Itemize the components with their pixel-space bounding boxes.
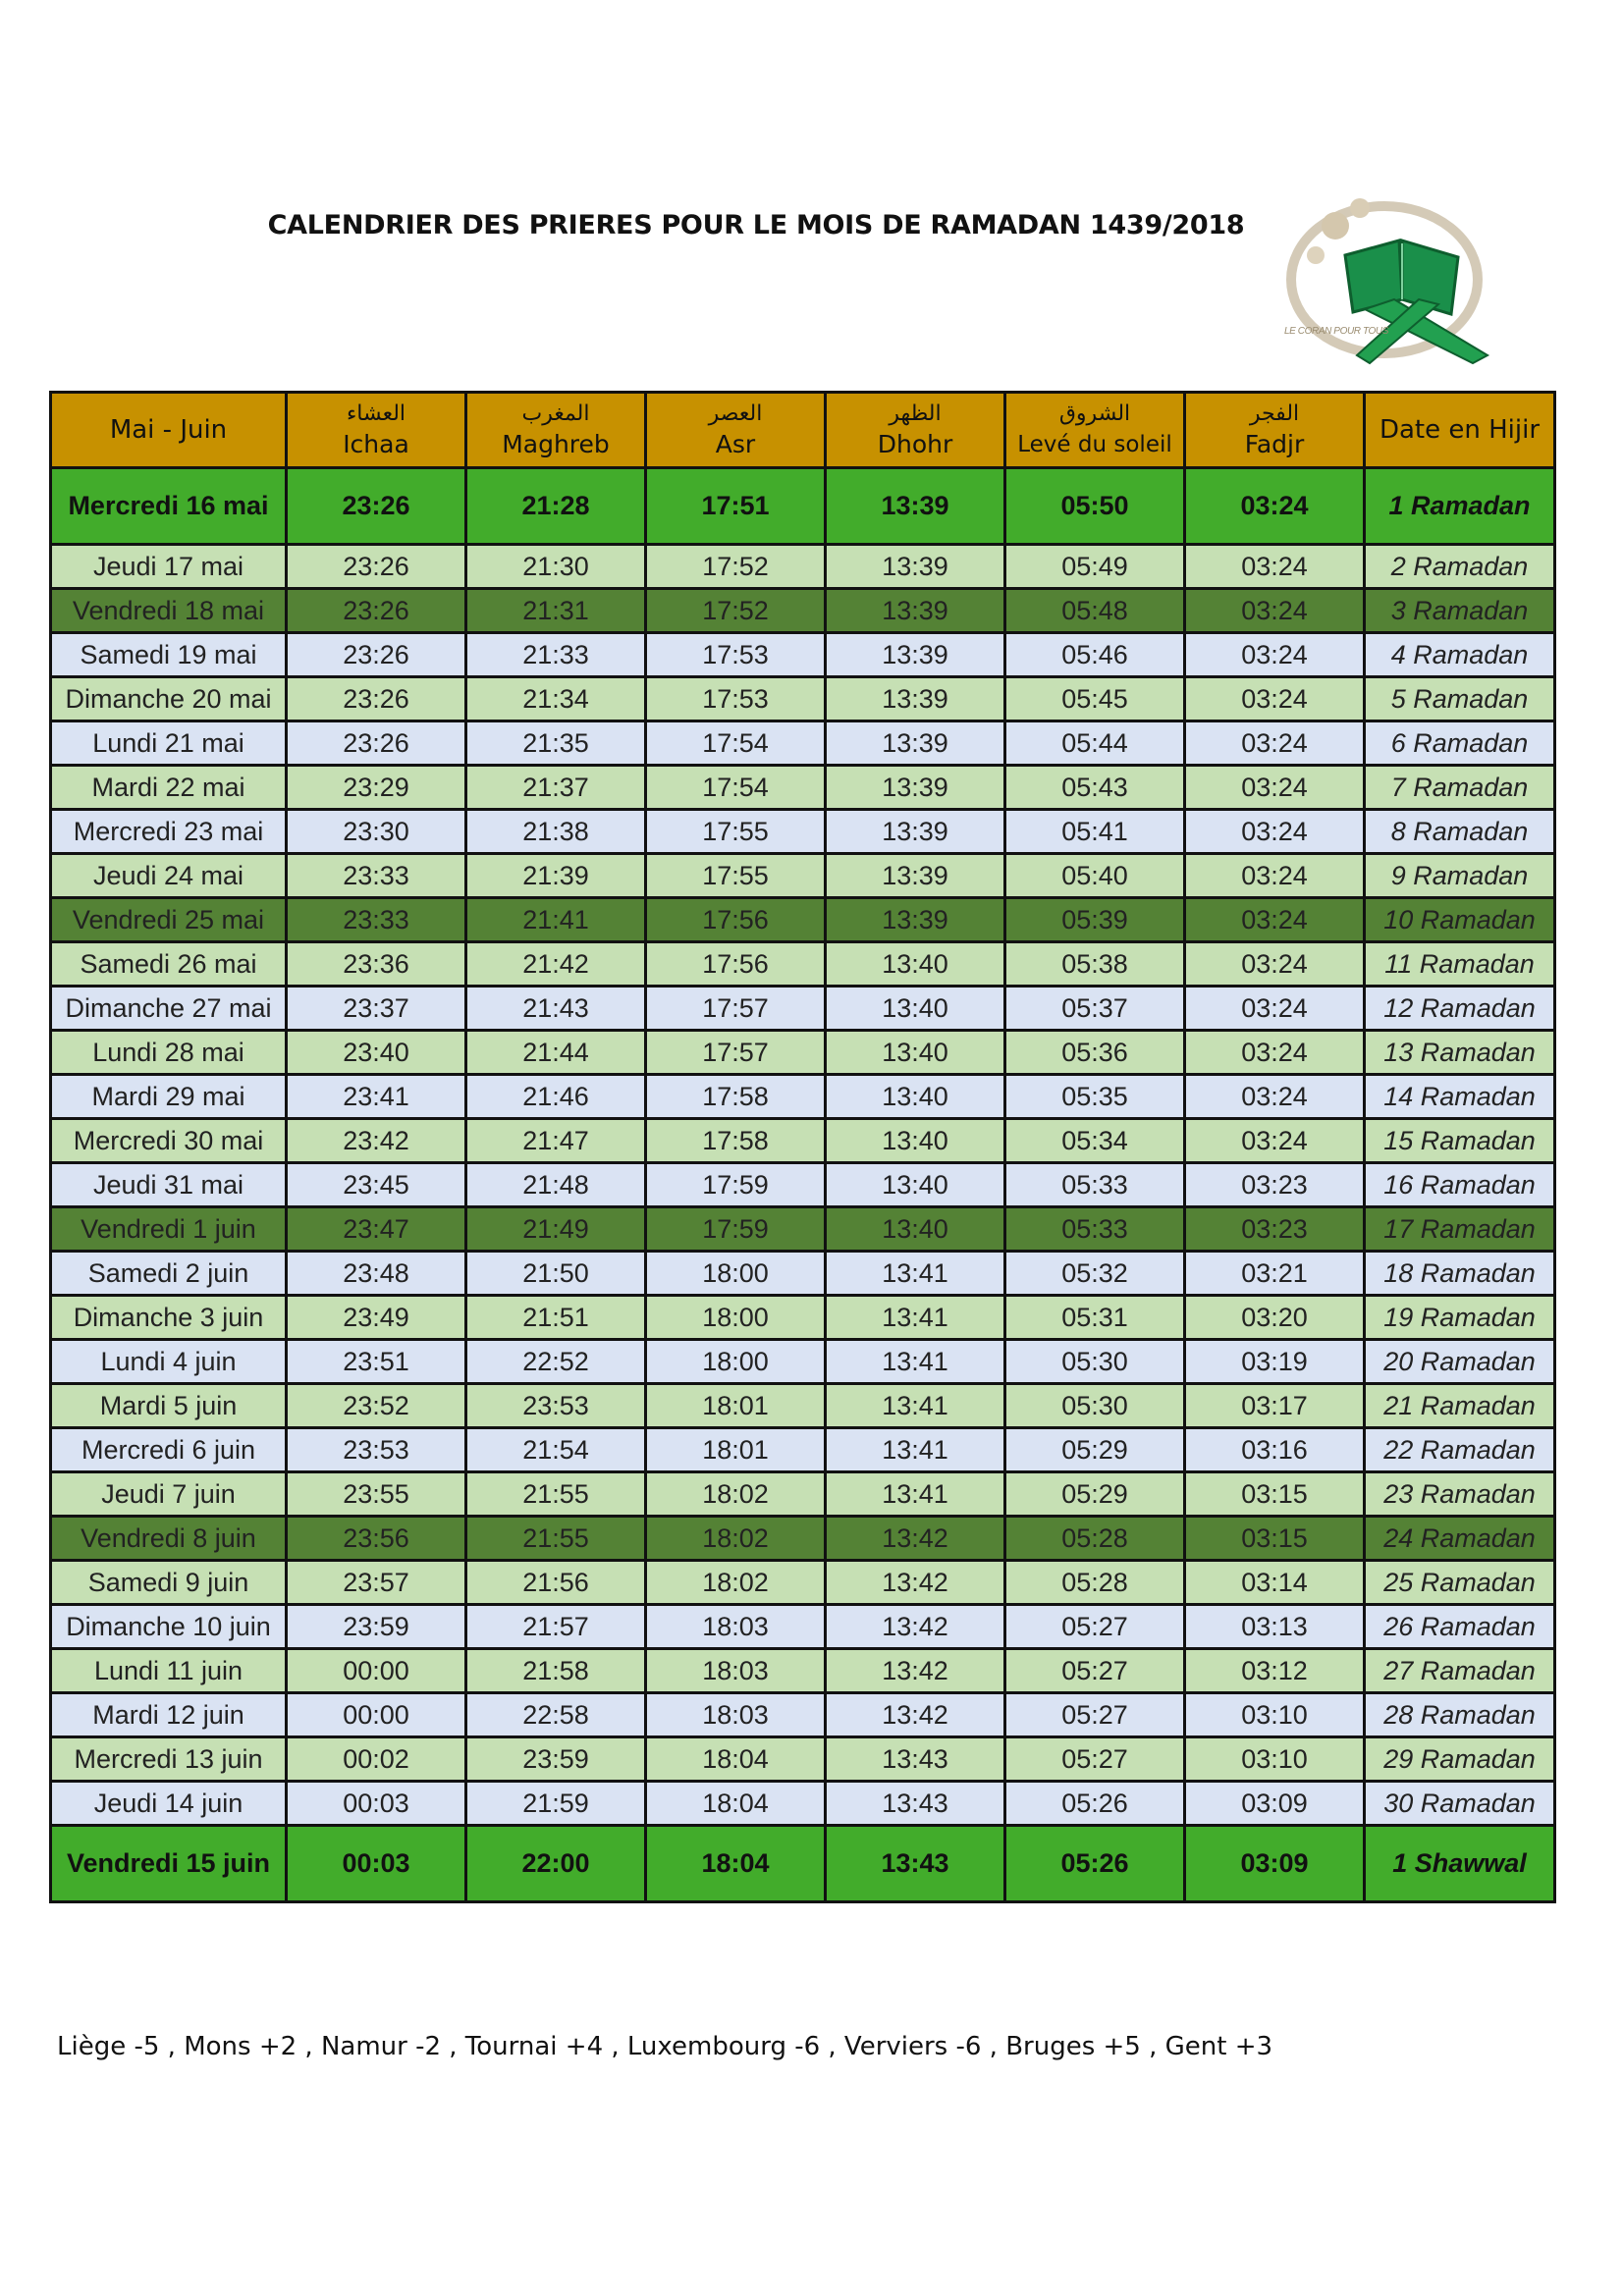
cell-maghreb: 21:54 — [466, 1428, 646, 1472]
cell-asr: 17:55 — [646, 854, 826, 898]
cell-maghreb: 23:53 — [466, 1384, 646, 1428]
header-maghreb: المغرب Maghreb — [466, 393, 646, 468]
cell-asr: 18:00 — [646, 1252, 826, 1296]
cell-asr: 17:54 — [646, 766, 826, 810]
cell-fadjr: 03:09 — [1185, 1782, 1365, 1826]
cell-sunrise: 05:46 — [1005, 633, 1185, 677]
cell-date: Lundi 21 mai — [51, 721, 287, 766]
cell-maghreb: 21:31 — [466, 589, 646, 633]
cell-hijri: 2 Ramadan — [1365, 545, 1555, 589]
table-header-row — [51, 393, 1555, 468]
table-row — [51, 1207, 1555, 1252]
cell-sunrise: 05:34 — [1005, 1119, 1185, 1163]
cell-ichaa: 00:02 — [287, 1737, 466, 1782]
table-row — [51, 1340, 1555, 1384]
cell-maghreb: 21:50 — [466, 1252, 646, 1296]
cell-date: Mardi 22 mai — [51, 766, 287, 810]
cell-asr: 18:03 — [646, 1693, 826, 1737]
cell-sunrise: 05:26 — [1005, 1826, 1185, 1902]
cell-asr: 18:03 — [646, 1605, 826, 1649]
cell-hijri: 23 Ramadan — [1365, 1472, 1555, 1517]
cell-date: Mardi 12 juin — [51, 1693, 287, 1737]
header-ichaa: العشاء Ichaa — [287, 393, 466, 468]
cell-fadjr: 03:24 — [1185, 721, 1365, 766]
table-row — [51, 1163, 1555, 1207]
cell-maghreb: 21:39 — [466, 854, 646, 898]
cell-ichaa: 23:33 — [287, 854, 466, 898]
cell-asr: 18:02 — [646, 1561, 826, 1605]
cell-asr: 18:04 — [646, 1782, 826, 1826]
cell-asr: 17:59 — [646, 1207, 826, 1252]
cell-asr: 17:57 — [646, 987, 826, 1031]
cell-sunrise: 05:40 — [1005, 854, 1185, 898]
cell-dhohr: 13:40 — [826, 1163, 1005, 1207]
header-date: Mai - Juin — [51, 393, 287, 468]
cell-maghreb: 21:44 — [466, 1031, 646, 1075]
cell-fadjr: 03:24 — [1185, 898, 1365, 942]
cell-hijri: 9 Ramadan — [1365, 854, 1555, 898]
table-row — [51, 810, 1555, 854]
table-row — [51, 633, 1555, 677]
cell-date: Lundi 4 juin — [51, 1340, 287, 1384]
cell-dhohr: 13:41 — [826, 1428, 1005, 1472]
cell-hijri: 30 Ramadan — [1365, 1782, 1555, 1826]
cell-date: Jeudi 31 mai — [51, 1163, 287, 1207]
cell-dhohr: 13:41 — [826, 1384, 1005, 1428]
cell-maghreb: 21:28 — [466, 468, 646, 545]
cell-fadjr: 03:10 — [1185, 1737, 1365, 1782]
cell-ichaa: 00:03 — [287, 1782, 466, 1826]
table-row — [51, 1252, 1555, 1296]
cell-ichaa: 00:00 — [287, 1649, 466, 1693]
cell-dhohr: 13:39 — [826, 589, 1005, 633]
table-row — [51, 677, 1555, 721]
cell-ichaa: 23:45 — [287, 1163, 466, 1207]
cell-hijri: 1 Shawwal — [1365, 1826, 1555, 1902]
cell-asr: 17:52 — [646, 589, 826, 633]
prayer-times-table — [49, 391, 1556, 1903]
table-row — [51, 1737, 1555, 1782]
cell-fadjr: 03:17 — [1185, 1384, 1365, 1428]
cell-hijri: 10 Ramadan — [1365, 898, 1555, 942]
cell-fadjr: 03:13 — [1185, 1605, 1365, 1649]
cell-date: Dimanche 3 juin — [51, 1296, 287, 1340]
cell-asr: 18:04 — [646, 1826, 826, 1902]
cell-asr: 18:02 — [646, 1517, 826, 1561]
cell-sunrise: 05:26 — [1005, 1782, 1185, 1826]
cell-dhohr: 13:40 — [826, 1207, 1005, 1252]
cell-dhohr: 13:43 — [826, 1826, 1005, 1902]
cell-sunrise: 05:37 — [1005, 987, 1185, 1031]
cell-dhohr: 13:40 — [826, 1119, 1005, 1163]
cell-ichaa: 23:53 — [287, 1428, 466, 1472]
cell-sunrise: 05:27 — [1005, 1737, 1185, 1782]
cell-hijri: 17 Ramadan — [1365, 1207, 1555, 1252]
table-row — [51, 854, 1555, 898]
table-row — [51, 1605, 1555, 1649]
cell-ichaa: 23:41 — [287, 1075, 466, 1119]
header-hijri: Date en Hijir — [1365, 393, 1555, 468]
cell-asr: 17:58 — [646, 1075, 826, 1119]
cell-hijri: 1 Ramadan — [1365, 468, 1555, 545]
cell-hijri: 24 Ramadan — [1365, 1517, 1555, 1561]
table-row — [51, 1826, 1555, 1902]
cell-maghreb: 21:56 — [466, 1561, 646, 1605]
cell-dhohr: 13:39 — [826, 898, 1005, 942]
cell-date: Mercredi 16 mai — [51, 468, 287, 545]
cell-ichaa: 23:26 — [287, 468, 466, 545]
cell-hijri: 16 Ramadan — [1365, 1163, 1555, 1207]
table-row — [51, 1561, 1555, 1605]
table-row — [51, 1031, 1555, 1075]
cell-ichaa: 23:30 — [287, 810, 466, 854]
cell-asr: 17:55 — [646, 810, 826, 854]
cell-ichaa: 23:56 — [287, 1517, 466, 1561]
cell-asr: 17:59 — [646, 1163, 826, 1207]
cell-ichaa: 23:48 — [287, 1252, 466, 1296]
header-dhohr: الظهر Dhohr — [826, 393, 1005, 468]
table-row — [51, 468, 1555, 545]
cell-hijri: 4 Ramadan — [1365, 633, 1555, 677]
cell-dhohr: 13:41 — [826, 1340, 1005, 1384]
cell-fadjr: 03:20 — [1185, 1296, 1365, 1340]
cell-dhohr: 13:42 — [826, 1649, 1005, 1693]
cell-date: Vendredi 8 juin — [51, 1517, 287, 1561]
cell-hijri: 18 Ramadan — [1365, 1252, 1555, 1296]
cell-maghreb: 21:49 — [466, 1207, 646, 1252]
cell-maghreb: 21:43 — [466, 987, 646, 1031]
table-row — [51, 1428, 1555, 1472]
cell-dhohr: 13:40 — [826, 942, 1005, 987]
cell-maghreb: 21:51 — [466, 1296, 646, 1340]
city-offsets-note: Liège -5 , Mons +2 , Namur -2 , Tournai +4 , Luxembourg -6 , Verviers -6 , Bruges +5 , Gent +3 — [57, 2032, 1273, 2061]
cell-date: Samedi 19 mai — [51, 633, 287, 677]
table-row — [51, 942, 1555, 987]
cell-fadjr: 03:24 — [1185, 1119, 1365, 1163]
cell-hijri: 21 Ramadan — [1365, 1384, 1555, 1428]
cell-sunrise: 05:27 — [1005, 1605, 1185, 1649]
cell-maghreb: 21:34 — [466, 677, 646, 721]
cell-hijri: 20 Ramadan — [1365, 1340, 1555, 1384]
cell-date: Mardi 5 juin — [51, 1384, 287, 1428]
cell-fadjr: 03:19 — [1185, 1340, 1365, 1384]
cell-asr: 17:54 — [646, 721, 826, 766]
cell-fadjr: 03:21 — [1185, 1252, 1365, 1296]
cell-fadjr: 03:15 — [1185, 1472, 1365, 1517]
cell-date: Mercredi 23 mai — [51, 810, 287, 854]
cell-ichaa: 00:03 — [287, 1826, 466, 1902]
cell-dhohr: 13:42 — [826, 1561, 1005, 1605]
cell-hijri: 13 Ramadan — [1365, 1031, 1555, 1075]
cell-ichaa: 23:42 — [287, 1119, 466, 1163]
cell-sunrise: 05:27 — [1005, 1649, 1185, 1693]
page-title: CALENDRIER DES PRIERES POUR LE MOIS DE RAMADAN 1439/2018 — [267, 210, 1245, 240]
cell-dhohr: 13:42 — [826, 1605, 1005, 1649]
cell-ichaa: 23:37 — [287, 987, 466, 1031]
cell-sunrise: 05:28 — [1005, 1561, 1185, 1605]
cell-asr: 18:00 — [646, 1296, 826, 1340]
cell-hijri: 22 Ramadan — [1365, 1428, 1555, 1472]
cell-asr: 18:02 — [646, 1472, 826, 1517]
cell-maghreb: 21:46 — [466, 1075, 646, 1119]
cell-dhohr: 13:40 — [826, 1031, 1005, 1075]
table-row — [51, 1296, 1555, 1340]
table-row — [51, 1119, 1555, 1163]
cell-ichaa: 23:57 — [287, 1561, 466, 1605]
table-row — [51, 1384, 1555, 1428]
cell-asr: 17:57 — [646, 1031, 826, 1075]
cell-fadjr: 03:16 — [1185, 1428, 1365, 1472]
cell-sunrise: 05:36 — [1005, 1031, 1185, 1075]
cell-maghreb: 21:33 — [466, 633, 646, 677]
cell-date: Vendredi 25 mai — [51, 898, 287, 942]
cell-maghreb: 22:00 — [466, 1826, 646, 1902]
cell-date: Samedi 9 juin — [51, 1561, 287, 1605]
cell-sunrise: 05:49 — [1005, 545, 1185, 589]
cell-sunrise: 05:28 — [1005, 1517, 1185, 1561]
cell-sunrise: 05:43 — [1005, 766, 1185, 810]
cell-fadjr: 03:09 — [1185, 1826, 1365, 1902]
cell-dhohr: 13:43 — [826, 1782, 1005, 1826]
cell-fadjr: 03:24 — [1185, 468, 1365, 545]
cell-date: Jeudi 14 juin — [51, 1782, 287, 1826]
cell-hijri: 7 Ramadan — [1365, 766, 1555, 810]
cell-sunrise: 05:41 — [1005, 810, 1185, 854]
cell-hijri: 5 Ramadan — [1365, 677, 1555, 721]
cell-fadjr: 03:24 — [1185, 677, 1365, 721]
cell-asr: 18:04 — [646, 1737, 826, 1782]
cell-ichaa: 23:33 — [287, 898, 466, 942]
cell-fadjr: 03:23 — [1185, 1163, 1365, 1207]
cell-asr: 17:58 — [646, 1119, 826, 1163]
cell-sunrise: 05:38 — [1005, 942, 1185, 987]
cell-ichaa: 23:59 — [287, 1605, 466, 1649]
cell-maghreb: 21:55 — [466, 1517, 646, 1561]
logo-text: LE CORAN POUR TOUS — [1284, 326, 1388, 337]
cell-fadjr: 03:15 — [1185, 1517, 1365, 1561]
cell-fadjr: 03:12 — [1185, 1649, 1365, 1693]
cell-hijri: 25 Ramadan — [1365, 1561, 1555, 1605]
cell-sunrise: 05:32 — [1005, 1252, 1185, 1296]
cell-dhohr: 13:43 — [826, 1737, 1005, 1782]
table-row — [51, 987, 1555, 1031]
cell-ichaa: 23:26 — [287, 545, 466, 589]
cell-fadjr: 03:24 — [1185, 545, 1365, 589]
cell-dhohr: 13:39 — [826, 633, 1005, 677]
cell-date: Samedi 2 juin — [51, 1252, 287, 1296]
cell-hijri: 28 Ramadan — [1365, 1693, 1555, 1737]
cell-hijri: 26 Ramadan — [1365, 1605, 1555, 1649]
cell-hijri: 27 Ramadan — [1365, 1649, 1555, 1693]
cell-date: Mercredi 6 juin — [51, 1428, 287, 1472]
cell-date: Vendredi 15 juin — [51, 1826, 287, 1902]
cell-ichaa: 23:36 — [287, 942, 466, 987]
cell-sunrise: 05:29 — [1005, 1428, 1185, 1472]
cell-fadjr: 03:24 — [1185, 1031, 1365, 1075]
cell-fadjr: 03:24 — [1185, 810, 1365, 854]
cell-sunrise: 05:48 — [1005, 589, 1185, 633]
cell-ichaa: 00:00 — [287, 1693, 466, 1737]
cell-sunrise: 05:33 — [1005, 1207, 1185, 1252]
cell-maghreb: 21:41 — [466, 898, 646, 942]
cell-dhohr: 13:40 — [826, 987, 1005, 1031]
cell-hijri: 29 Ramadan — [1365, 1737, 1555, 1782]
cell-date: Lundi 11 juin — [51, 1649, 287, 1693]
table-row — [51, 589, 1555, 633]
cell-sunrise: 05:39 — [1005, 898, 1185, 942]
cell-maghreb: 21:42 — [466, 942, 646, 987]
cell-sunrise: 05:30 — [1005, 1340, 1185, 1384]
cell-date: Dimanche 20 mai — [51, 677, 287, 721]
cell-date: Dimanche 10 juin — [51, 1605, 287, 1649]
cell-asr: 18:01 — [646, 1428, 826, 1472]
cell-asr: 17:56 — [646, 942, 826, 987]
cell-hijri: 12 Ramadan — [1365, 987, 1555, 1031]
header-asr: العصر Asr — [646, 393, 826, 468]
cell-date: Dimanche 27 mai — [51, 987, 287, 1031]
cell-sunrise: 05:27 — [1005, 1693, 1185, 1737]
cell-hijri: 3 Ramadan — [1365, 589, 1555, 633]
cell-dhohr: 13:39 — [826, 468, 1005, 545]
header-fadjr: الفجر Fadjr — [1185, 393, 1365, 468]
cell-date: Samedi 26 mai — [51, 942, 287, 987]
cell-dhohr: 13:39 — [826, 721, 1005, 766]
cell-asr: 17:53 — [646, 677, 826, 721]
cell-hijri: 19 Ramadan — [1365, 1296, 1555, 1340]
table-row — [51, 898, 1555, 942]
cell-maghreb: 21:30 — [466, 545, 646, 589]
cell-ichaa: 23:26 — [287, 633, 466, 677]
cell-sunrise: 05:50 — [1005, 468, 1185, 545]
cell-date: Vendredi 18 mai — [51, 589, 287, 633]
cell-hijri: 15 Ramadan — [1365, 1119, 1555, 1163]
cell-maghreb: 21:59 — [466, 1782, 646, 1826]
table-row — [51, 1472, 1555, 1517]
header-sunrise: الشروق Levé du soleil — [1005, 393, 1185, 468]
cell-dhohr: 13:41 — [826, 1472, 1005, 1517]
cell-sunrise: 05:31 — [1005, 1296, 1185, 1340]
cell-sunrise: 05:45 — [1005, 677, 1185, 721]
cell-sunrise: 05:30 — [1005, 1384, 1185, 1428]
cell-hijri: 6 Ramadan — [1365, 721, 1555, 766]
cell-dhohr: 13:40 — [826, 1075, 1005, 1119]
cell-dhohr: 13:41 — [826, 1296, 1005, 1340]
cell-dhohr: 13:39 — [826, 854, 1005, 898]
cell-fadjr: 03:24 — [1185, 766, 1365, 810]
cell-date: Mercredi 30 mai — [51, 1119, 287, 1163]
cell-hijri: 14 Ramadan — [1365, 1075, 1555, 1119]
cell-fadjr: 03:23 — [1185, 1207, 1365, 1252]
table-row — [51, 1693, 1555, 1737]
cell-dhohr: 13:41 — [826, 1252, 1005, 1296]
cell-date: Vendredi 1 juin — [51, 1207, 287, 1252]
cell-dhohr: 13:42 — [826, 1693, 1005, 1737]
cell-maghreb: 21:38 — [466, 810, 646, 854]
cell-ichaa: 23:51 — [287, 1340, 466, 1384]
cell-dhohr: 13:42 — [826, 1517, 1005, 1561]
cell-asr: 18:01 — [646, 1384, 826, 1428]
cell-sunrise: 05:44 — [1005, 721, 1185, 766]
cell-sunrise: 05:29 — [1005, 1472, 1185, 1517]
table-row — [51, 766, 1555, 810]
table-row — [51, 1517, 1555, 1561]
cell-date: Mardi 29 mai — [51, 1075, 287, 1119]
cell-date: Lundi 28 mai — [51, 1031, 287, 1075]
cell-ichaa: 23:29 — [287, 766, 466, 810]
cell-ichaa: 23:47 — [287, 1207, 466, 1252]
cell-fadjr: 03:14 — [1185, 1561, 1365, 1605]
cell-hijri: 8 Ramadan — [1365, 810, 1555, 854]
cell-fadjr: 03:24 — [1185, 942, 1365, 987]
cell-ichaa: 23:40 — [287, 1031, 466, 1075]
cell-ichaa: 23:55 — [287, 1472, 466, 1517]
cell-ichaa: 23:26 — [287, 721, 466, 766]
cell-ichaa: 23:49 — [287, 1296, 466, 1340]
cell-fadjr: 03:24 — [1185, 854, 1365, 898]
cell-fadjr: 03:10 — [1185, 1693, 1365, 1737]
cell-sunrise: 05:35 — [1005, 1075, 1185, 1119]
cell-dhohr: 13:39 — [826, 545, 1005, 589]
cell-maghreb: 21:37 — [466, 766, 646, 810]
cell-date: Mercredi 13 juin — [51, 1737, 287, 1782]
cell-fadjr: 03:24 — [1185, 987, 1365, 1031]
cell-date: Jeudi 17 mai — [51, 545, 287, 589]
table-row — [51, 1782, 1555, 1826]
table-row — [51, 1075, 1555, 1119]
table-row — [51, 1649, 1555, 1693]
table-row — [51, 545, 1555, 589]
cell-asr: 18:00 — [646, 1340, 826, 1384]
cell-maghreb: 21:57 — [466, 1605, 646, 1649]
cell-date: Jeudi 7 juin — [51, 1472, 287, 1517]
cell-maghreb: 21:47 — [466, 1119, 646, 1163]
cell-maghreb: 21:35 — [466, 721, 646, 766]
cell-dhohr: 13:39 — [826, 677, 1005, 721]
cell-fadjr: 03:24 — [1185, 633, 1365, 677]
quran-book-logo — [1276, 187, 1532, 373]
cell-maghreb: 21:58 — [466, 1649, 646, 1693]
cell-hijri: 11 Ramadan — [1365, 942, 1555, 987]
cell-date: Jeudi 24 mai — [51, 854, 287, 898]
cell-dhohr: 13:39 — [826, 766, 1005, 810]
cell-ichaa: 23:26 — [287, 677, 466, 721]
table-row — [51, 721, 1555, 766]
cell-ichaa: 23:52 — [287, 1384, 466, 1428]
cell-asr: 18:03 — [646, 1649, 826, 1693]
cell-ichaa: 23:26 — [287, 589, 466, 633]
cell-asr: 17:53 — [646, 633, 826, 677]
cell-maghreb: 22:58 — [466, 1693, 646, 1737]
cell-maghreb: 21:48 — [466, 1163, 646, 1207]
cell-asr: 17:52 — [646, 545, 826, 589]
cell-sunrise: 05:33 — [1005, 1163, 1185, 1207]
cell-maghreb: 22:52 — [466, 1340, 646, 1384]
cell-dhohr: 13:39 — [826, 810, 1005, 854]
cell-asr: 17:51 — [646, 468, 826, 545]
cell-maghreb: 23:59 — [466, 1737, 646, 1782]
cell-maghreb: 21:55 — [466, 1472, 646, 1517]
cell-fadjr: 03:24 — [1185, 1075, 1365, 1119]
cell-fadjr: 03:24 — [1185, 589, 1365, 633]
cell-asr: 17:56 — [646, 898, 826, 942]
